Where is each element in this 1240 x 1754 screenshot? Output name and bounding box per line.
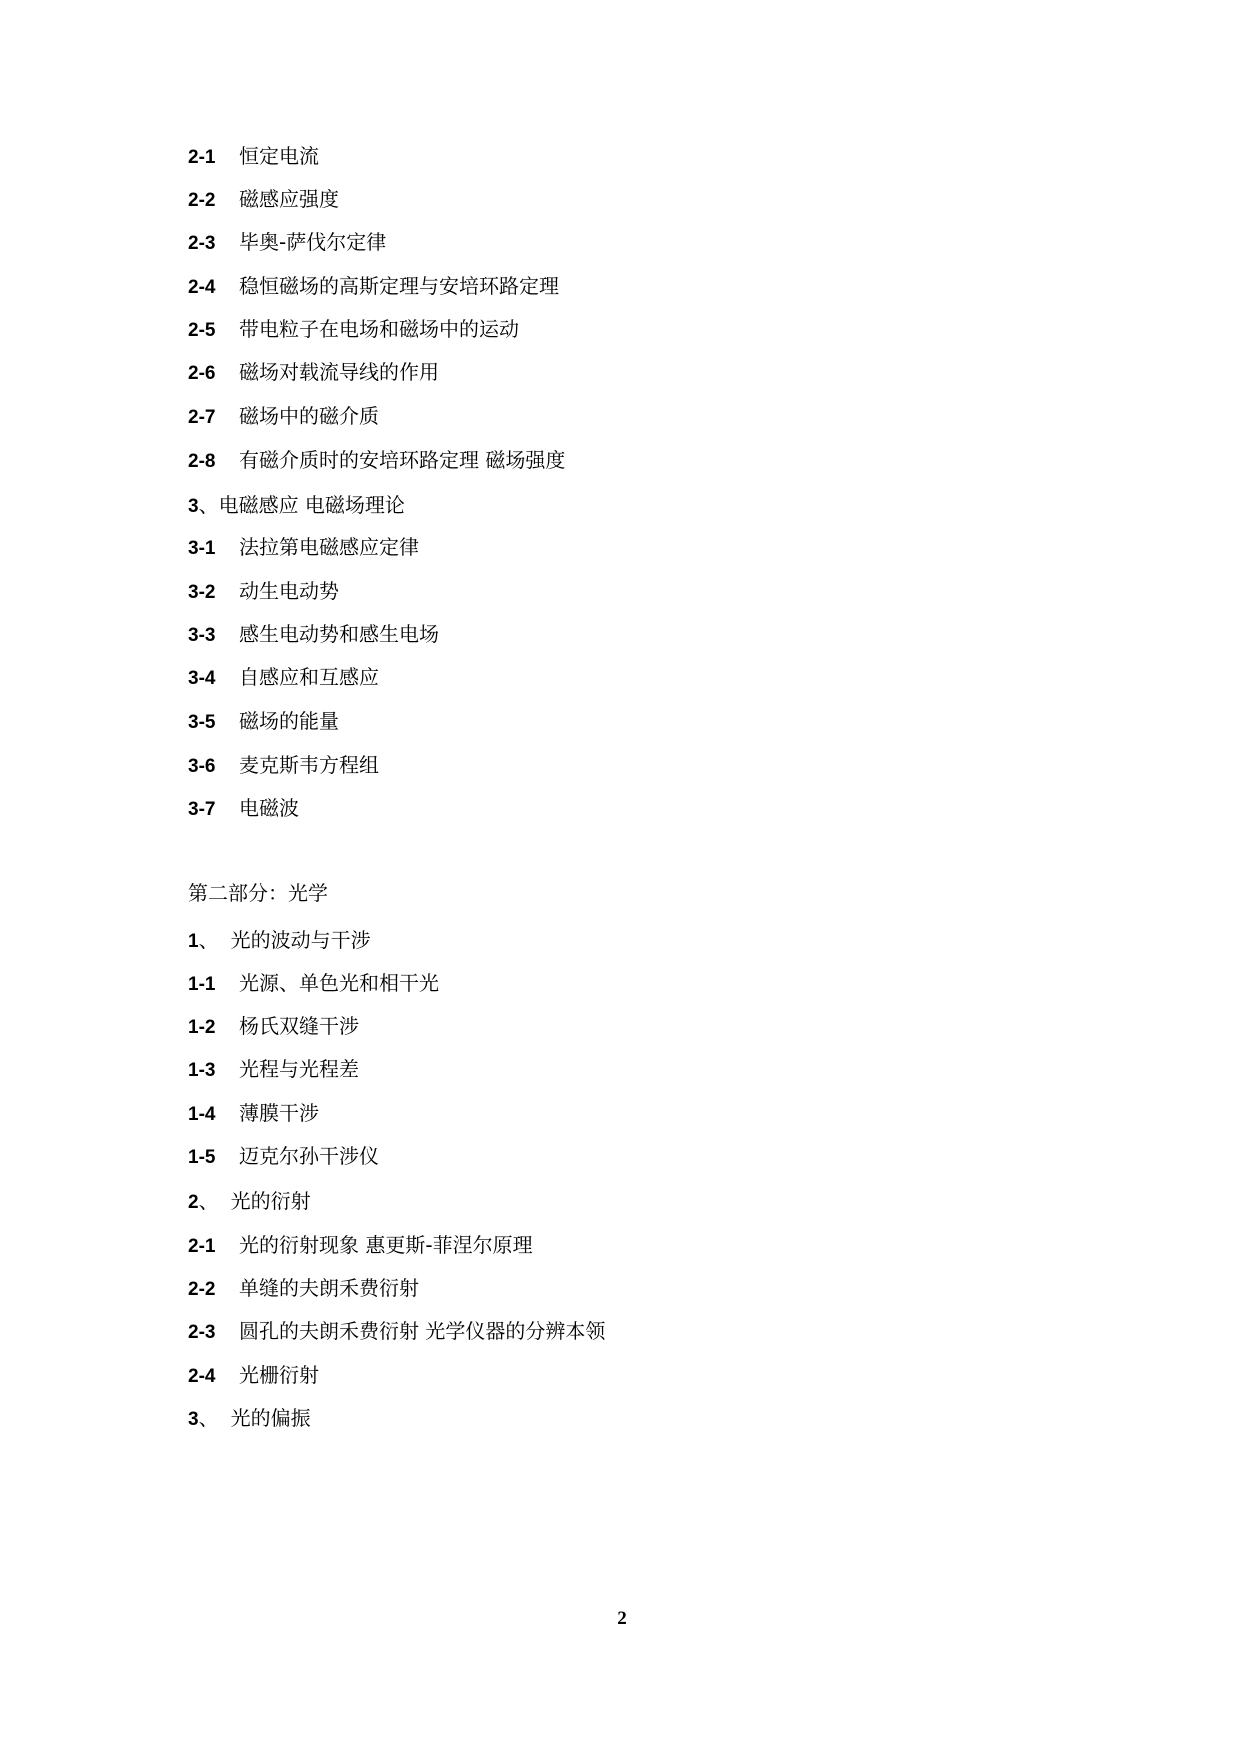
chapter-title: 光的偏振 [230,1406,311,1430]
section-number: 3-1 [188,538,216,559]
section-number: 3-2 [188,582,216,603]
chapter-number: 3 [188,496,199,517]
section-title: 法拉第电磁感应定律 [239,535,419,559]
section-item [188,708,339,736]
section-title: 磁场中的磁介质 [239,404,379,428]
section-title: 带电粒子在电场和磁场中的运动 [239,317,519,341]
section-number: 1-4 [188,1104,216,1125]
chapter-title: 光的波动与干涉 [230,928,371,952]
section-item [188,447,565,475]
section-item [188,143,319,171]
section-number: 2-1 [188,147,216,168]
chapter-heading [188,492,405,520]
section-number: 1-1 [188,974,216,995]
section-title: 毕奥-萨伐尔定律 [239,230,387,254]
section-number: 2-5 [188,320,216,341]
section-title: 光源、单色光和相干光 [239,971,439,995]
section-item [188,752,379,780]
section-title: 光栅衍射 [239,1363,319,1387]
section-title: 动生电动势 [239,579,339,603]
section-item [188,1013,359,1041]
section-title: 杨氏双缝干涉 [239,1014,359,1038]
part-heading-text: 第二部分：光学 [188,881,328,905]
section-item [188,359,439,387]
section-item [188,664,379,692]
section-title: 麦克斯韦方程组 [239,753,379,777]
page-number [0,1608,1240,1630]
chapter-separator: 、 [198,1406,219,1430]
section-title: 恒定电流 [239,144,319,168]
section-item [188,273,559,301]
chapter-heading [188,1405,311,1433]
section-number: 2-1 [188,1236,216,1257]
section-item [188,1318,605,1346]
section-title: 迈克尔孙干涉仪 [239,1144,379,1168]
section-title: 电磁波 [239,796,299,820]
section-item [188,1232,533,1260]
section-item [188,1275,419,1303]
page-number-text: 2 [617,1608,627,1629]
chapter-title: 电磁感应 电磁场理论 [218,493,405,517]
section-item [188,186,339,214]
section-number: 2-4 [188,277,216,298]
section-title: 自感应和互感应 [239,665,379,689]
section-title: 光程与光程差 [239,1057,359,1081]
section-number: 2-8 [188,451,216,472]
section-item [188,1362,319,1390]
section-title: 磁感应强度 [239,187,339,211]
section-number: 2-2 [188,1279,216,1300]
section-title: 光的衍射现象 惠更斯-菲涅尔原理 [239,1233,533,1257]
section-number: 1-3 [188,1060,216,1081]
chapter-separator: 、 [198,493,219,517]
section-number: 2-6 [188,363,216,384]
section-number: 2-7 [188,407,216,428]
chapter-number: 1 [188,931,199,952]
section-title: 磁场对载流导线的作用 [239,360,439,384]
section-item [188,1100,319,1128]
chapter-number: 3 [188,1409,199,1430]
section-title: 圆孔的夫朗禾费衍射 光学仪器的分辨本领 [239,1319,606,1343]
section-item [188,1056,359,1084]
section-number: 2-4 [188,1366,216,1387]
section-title: 有磁介质时的安培环路定理 磁场强度 [239,448,566,472]
section-item [188,970,439,998]
section-number: 3-4 [188,668,216,689]
section-number: 3-6 [188,756,216,777]
section-item [188,229,386,257]
section-title: 磁场的能量 [239,709,339,733]
section-title: 稳恒磁场的高斯定理与安培环路定理 [239,274,559,298]
section-number: 2-3 [188,233,216,254]
part-heading [188,880,328,906]
chapter-heading [188,927,371,955]
section-item [188,621,439,649]
section-number: 3-5 [188,712,216,733]
chapter-number: 2 [188,1192,199,1213]
section-item [188,795,299,823]
chapter-heading [188,1188,311,1216]
section-title: 薄膜干涉 [239,1101,319,1125]
chapter-separator: 、 [198,928,219,952]
section-item [188,1143,379,1171]
section-item [188,403,379,431]
section-title: 单缝的夫朗禾费衍射 [239,1276,419,1300]
section-number: 3-3 [188,625,216,646]
section-title: 感生电动势和感生电场 [239,622,439,646]
section-number: 1-2 [188,1017,216,1038]
chapter-title: 光的衍射 [230,1189,311,1213]
section-number: 2-3 [188,1322,216,1343]
section-item [188,534,419,562]
section-number: 2-2 [188,190,216,211]
section-number: 1-5 [188,1147,216,1168]
chapter-separator: 、 [198,1189,219,1213]
section-number: 3-7 [188,799,216,820]
section-item [188,578,339,606]
section-item [188,316,519,344]
